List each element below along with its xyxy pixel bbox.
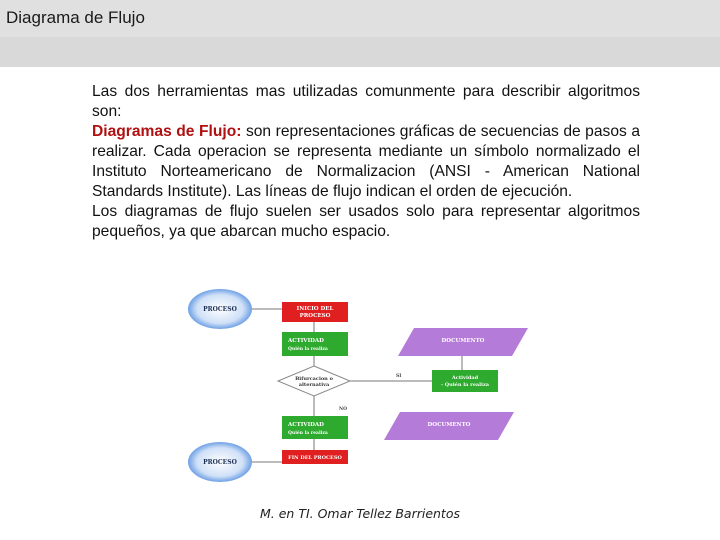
actividad-right-sub: - Quién la realiza (440, 382, 490, 388)
flowchart-diagram (182, 276, 530, 482)
decision-diamond (278, 366, 350, 396)
actividad2-sub: Quién la realiza (288, 431, 328, 436)
definition-text: son representaciones gráficas de secuencias de pasos a realizar. Cada operacion se representa mediante un símbolo normalizado el Instituto Norteamericano de Normalizacion (ANSI - American National Standards Institute). Las líneas de flujo indican el orden de ejecución. (92, 123, 640, 200)
inicio-label-2: PROCESO (299, 313, 331, 319)
fin-label: FIN DEL PROCESO (288, 455, 342, 461)
si-label: SI (396, 374, 402, 379)
body-text (92, 82, 640, 242)
slide-title: Diagrama de Flujo (6, 8, 145, 27)
proceso-oval-bottom (188, 442, 252, 482)
actividad1-sub: Quién la realiza (288, 347, 328, 352)
header-band (0, 37, 720, 67)
decision-label-2: alternativa (298, 382, 330, 388)
documento-shape-top (398, 328, 528, 356)
inicio-label-1: INICIO DEL (296, 306, 334, 312)
actividad-box-right (432, 370, 498, 392)
documento-bottom-label: DOCUMENTO (427, 422, 471, 428)
author-text: M. en TI. Omar Tellez Barrientos (260, 506, 460, 521)
footer-author (0, 506, 720, 521)
inicio-box (282, 302, 348, 322)
no-label: NO (339, 407, 348, 412)
title-bar (0, 0, 720, 37)
documento-top-label: DOCUMENTO (441, 338, 485, 344)
documento-shape-bottom (384, 412, 514, 440)
actividad-right-title: Actividad (451, 375, 479, 381)
actividad-box-2 (282, 416, 348, 439)
intro-paragraph: Las dos herramientas mas utilizadas comunmente para describir algoritmos son: (92, 83, 640, 120)
decision-label-1: Bifurcacion o (295, 376, 333, 382)
definition-paragraph (92, 122, 640, 202)
closing-paragraph: Los diagramas de flujo suelen ser usados solo para representar algoritmos pequeños, ya que abarcan mucho espacio. (92, 203, 640, 240)
actividad1-title: ACTIVIDAD (288, 338, 324, 344)
fin-box (282, 450, 348, 464)
proceso-bottom-label: PROCESO (203, 459, 237, 466)
proceso-top-label: PROCESO (203, 306, 237, 313)
proceso-oval-top (188, 289, 252, 329)
actividad-box-1 (282, 332, 348, 356)
actividad2-title: ACTIVIDAD (288, 422, 324, 428)
term-highlight: Diagramas de Flujo: (92, 123, 242, 140)
